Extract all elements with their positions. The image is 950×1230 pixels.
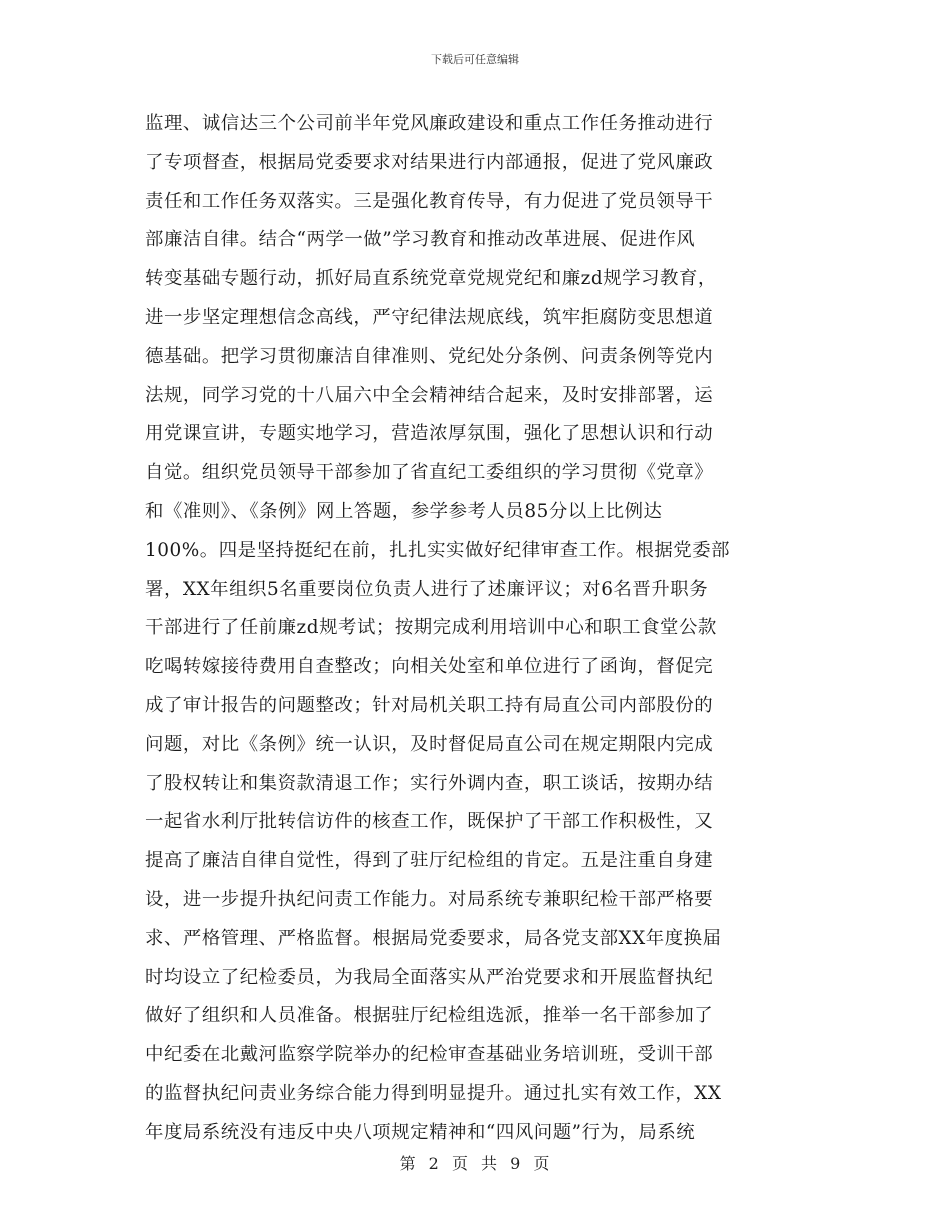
body-line: 署，XX年组织5名重要岗位负责人进行了述廉评议；对6名晋升职务 [145,578,709,600]
body-line: 了专项督查，根据局党委要求对结果进行内部通报，促进了党风廉政 [145,151,714,173]
body-line: 时均设立了纪检委员，为我局全面落实从严治党要求和开展监督执纪 [145,966,714,988]
body-line: 德基础。把学习贯彻廉洁自律准则、党纪处分条例、问责条例等党内 [145,345,714,367]
body-line: 监理、诚信达三个公司前半年党风廉政建设和重点工作任务推动进行 [145,113,714,134]
body-line: 自觉。组织党员领导干部参加了省直纪工委组织的学习贯彻《党章》 [145,462,714,484]
body-line: 求、严格管理、严格监督。根据局党委要求，局各党支部XX年度换届 [145,927,722,949]
document-body [145,105,805,1153]
body-line: 的监督执纪问责业务综合能力得到明显提升。通过扎实有效工作，XX [145,1082,722,1104]
body-line: 进一步坚定理想信念高线，严守纪律法规底线，筑牢拒腐防变思想道 [145,306,714,328]
body-line: 年度局系统没有违反中央八项规定精神和“四风问题”行为，局系统 [145,1121,696,1143]
page-number-footer: 第 2 页 共 9 页 [399,1154,551,1173]
body-line: 法规，同学习党的十八届六中全会精神结合起来，及时安排部署，运 [145,384,714,406]
body-line: 用党课宣讲，专题实地学习，营造浓厚氛围，强化了思想认识和行动 [145,423,714,445]
body-line: 100%。四是坚持挺纪在前，扎扎实实做好纪律审查工作。根据党委部 [145,539,731,561]
body-line: 一起省水利厅批转信访件的核查工作，既保护了干部工作积极性，又 [145,811,714,833]
body-line: 成了审计报告的问题整改；针对局机关职工持有局直公司内部股份的 [145,694,714,716]
body-line: 提高了廉洁自律自觉性，得到了驻厅纪检组的肯定。五是注重自身建 [145,850,714,872]
body-line: 转变基础专题行动，抓好局直系统党章党规党纪和廉zd规学习教育， [145,268,717,290]
body-line: 问题，对比《条例》统一认识，及时督促局直公司在规定期限内完成 [145,733,714,755]
body-line: 部廉洁自律。结合“两学一做”学习教育和推动改革进展、促进作风 [145,229,696,251]
body-line: 中纪委在北戴河监察学院举办的纪检审查基础业务培训班，受训干部 [145,1044,714,1066]
page-header-note: 下载后可任意编辑 [431,53,519,66]
body-line: 责任和工作任务双落实。三是强化教育传导，有力促进了党员领导干 [145,190,714,212]
body-line: 干部进行了任前廉zd规考试；按期完成利用培训中心和职工食堂公款 [145,617,717,639]
body-line: 和《准则》、《条例》网上答题，参学参考人员85分以上比例达 [145,500,663,522]
body-line: 吃喝转嫁接待费用自查整改；向相关处室和单位进行了函询，督促完 [145,656,714,678]
body-line: 设，进一步提升执纪问责工作能力。对局系统专兼职纪检干部严格要 [145,888,714,910]
body-line: 了股权转让和集资款清退工作；实行外调内查，职工谈话，按期办结 [145,772,714,794]
body-line: 做好了组织和人员准备。根据驻厅纪检组选派，推举一名干部参加了 [145,1005,714,1027]
